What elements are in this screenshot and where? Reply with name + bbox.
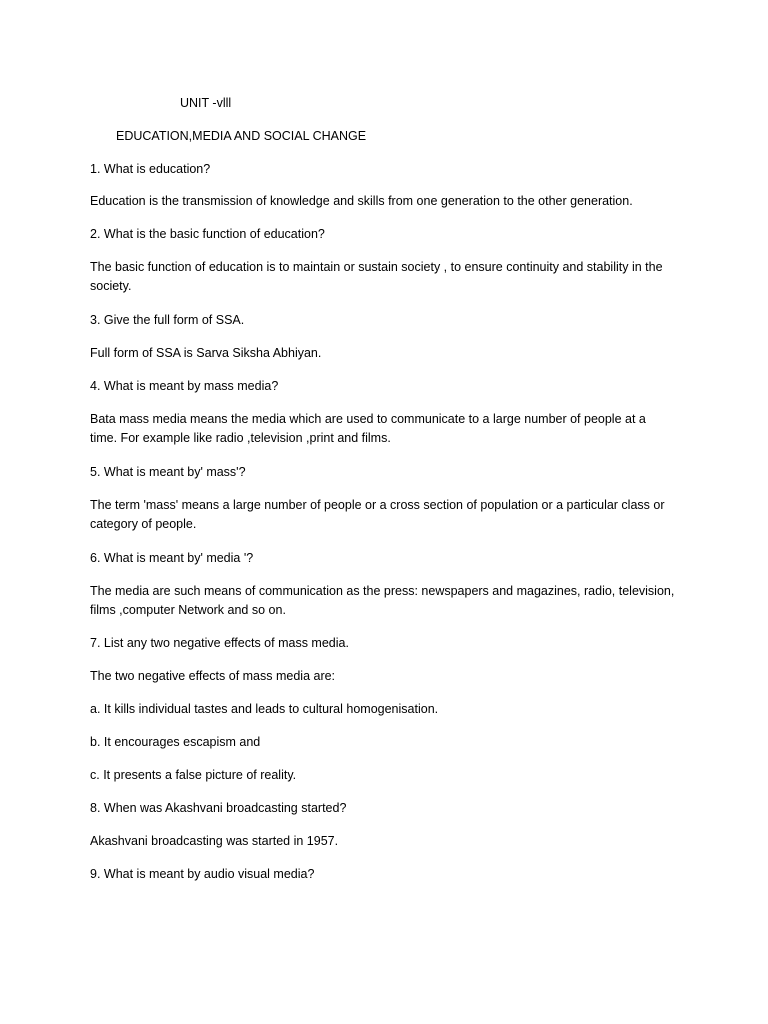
answer-2-line-1: The basic function of education is to maintain or sustain society , to ensure continuity and stability in the [90, 260, 663, 274]
answer-6-line-1: The media are such means of communication as the press: newspapers and magazines, radio, television, [90, 584, 675, 598]
answer-5-line-1: The term 'mass' means a large number of people or a cross section of population or a particular class or [90, 498, 665, 512]
answer-8: Akashvani broadcasting was started in 1957. [90, 834, 339, 848]
question-8: 8. When was Akashvani broadcasting started? [90, 801, 347, 815]
question-2: 2. What is the basic function of education? [90, 227, 325, 241]
answer-7-item-c: c. It presents a false picture of reality. [90, 768, 297, 782]
answer-4-line-1: Bata mass media means the media which are used to communicate to a large number of people at a [90, 412, 646, 426]
question-4: 4. What is meant by mass media? [90, 379, 279, 393]
answer-5-line-2: category of people. [90, 517, 197, 531]
question-3: 3. Give the full form of SSA. [90, 313, 245, 327]
answer-7-item-a: a. It kills individual tastes and leads to cultural homogenisation. [90, 702, 439, 716]
chapter-title: EDUCATION,MEDIA AND SOCIAL CHANGE [116, 129, 367, 143]
answer-3: Full form of SSA is Sarva Siksha Abhiyan. [90, 346, 322, 360]
question-1: 1. What is education? [90, 162, 211, 176]
question-9: 9. What is meant by audio visual media? [90, 867, 315, 881]
question-6: 6. What is meant by' media '? [90, 551, 254, 565]
question-7: 7. List any two negative effects of mass media. [90, 636, 349, 650]
answer-2-line-2: society. [90, 279, 132, 293]
answer-7-intro: The two negative effects of mass media are: [90, 669, 336, 683]
unit-title: UNIT -vlll [180, 96, 232, 110]
answer-6-line-2: films ,computer Network and so on. [90, 603, 286, 617]
question-5: 5. What is meant by' mass'? [90, 465, 246, 479]
answer-1: Education is the transmission of knowledge and skills from one generation to the other generation. [90, 194, 633, 208]
answer-4-line-2: time. For example like radio ,television ,print and films. [90, 431, 391, 445]
answer-7-item-b: b. It encourages escapism and [90, 735, 261, 749]
